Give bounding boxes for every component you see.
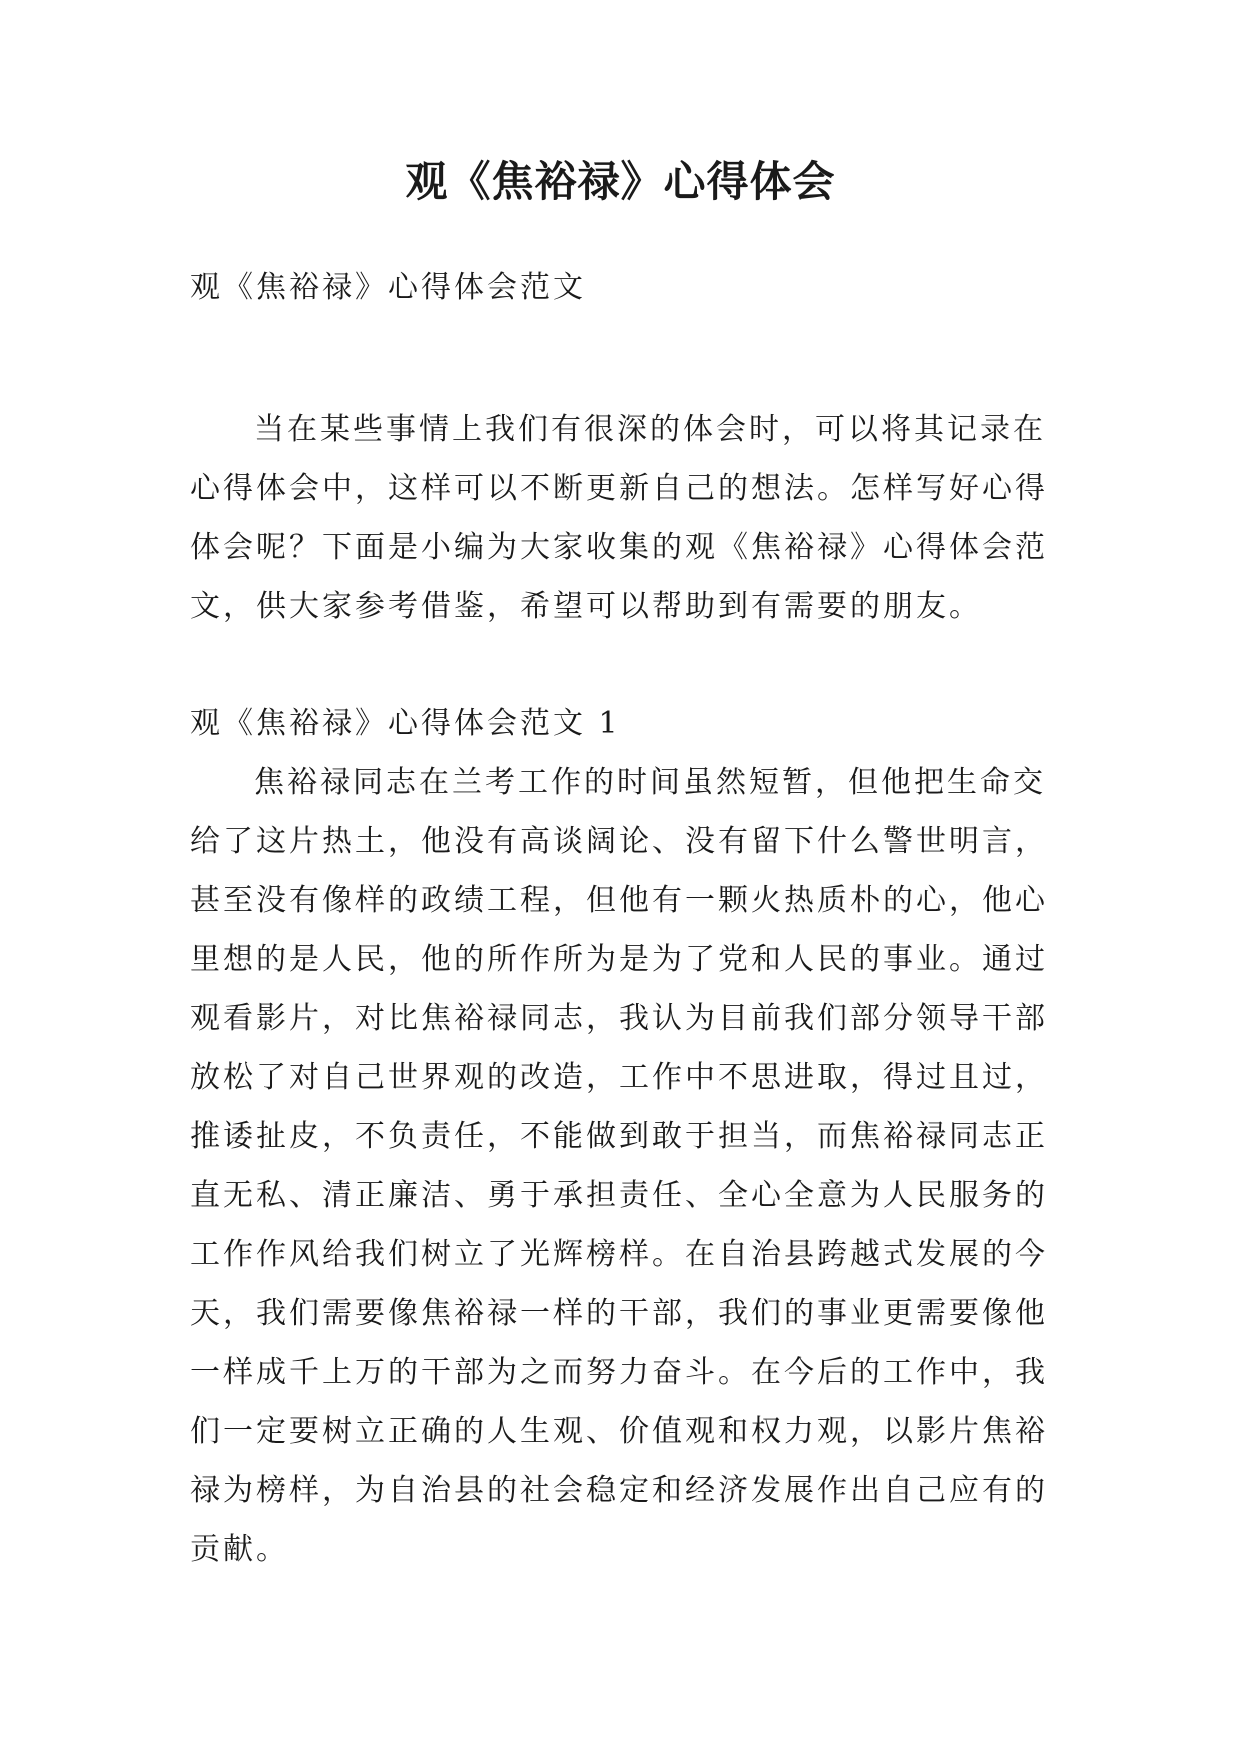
document-title: 观《焦裕禄》心得体会: [405, 157, 836, 206]
body-paragraph: 焦裕禄同志在兰考工作的时间虽然短暂，但他把生命交给了这片热土，他没有高谈阔论、没有留下什么警世明言，甚至没有像样的政绩工程，但他有一颗火热质朴的心，他心里想的是人民，他的所作所为是为了党和人民的事业。通过观看影片，对比焦裕禄同志，我认为目前我们部分领导干部放松了对自己世界观的改造，工作中不思进取，得过且过，推诿扯皮，不负责任，不能做到敢于担当，而焦裕禄同志正直无私、清正廉洁、勇于承担责任、全心全意为人民服务的工作作风给我们树立了光辉榜样。在自治县跨越式发展的今天，我们需要像焦裕禄一样的干部，我们的事业更需要像他一样成千上万的干部为之而努力奋斗。在今后的工作中，我们一定要树立正确的人生观、价值观和权力观，以影片焦裕禄为榜样，为自治县的社会稳定和经济发展作出自己应有的贡献。: [190, 765, 1048, 1567]
document-subtitle: 观《焦裕禄》心得体会范文: [190, 270, 586, 305]
intro-paragraph: 当在某些事情上我们有很深的体会时，可以将其记录在心得体会中，这样可以不断更新自己的想法。怎样写好心得体会呢？下面是小编为大家收集的观《焦裕禄》心得体会范文，供大家参考借鉴，希望可以帮助到有需要的朋友。: [190, 412, 1048, 624]
section-heading: 观《焦裕禄》心得体会范文 1: [190, 706, 621, 741]
